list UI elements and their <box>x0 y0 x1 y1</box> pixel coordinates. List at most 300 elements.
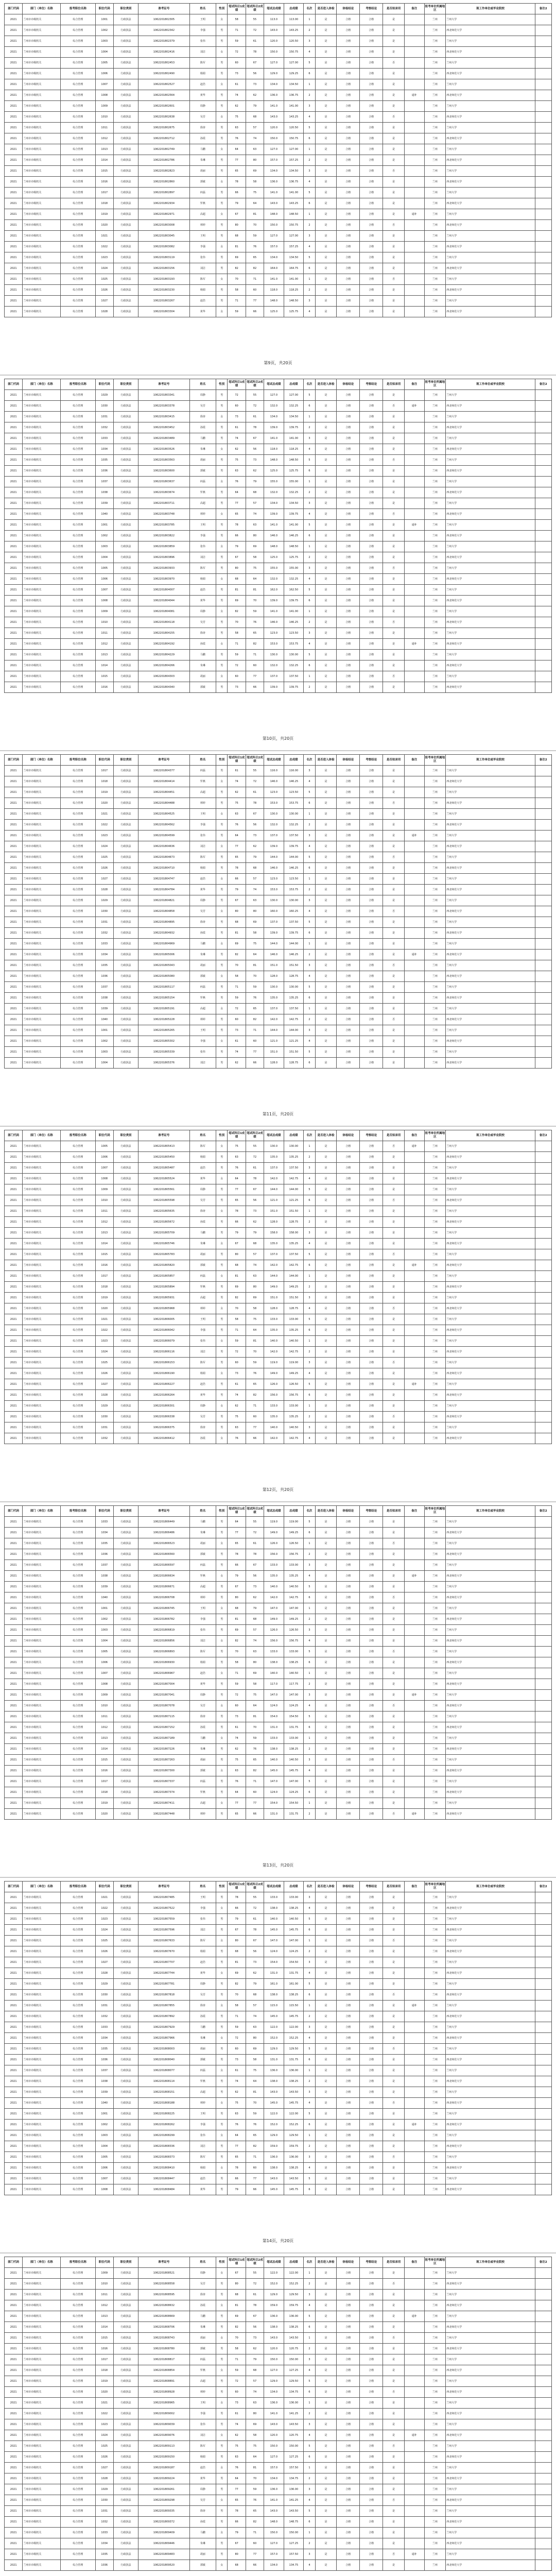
table-cell: 1031 <box>95 412 113 422</box>
table-cell: 兰州市市级机关 <box>23 2001 61 2011</box>
page-number: 第10页，共20页 <box>262 736 294 741</box>
table-row <box>5 1957 552 1968</box>
table-cell: 5 <box>304 2311 315 2322</box>
table-cell: 2 <box>304 2279 315 2290</box>
table-cell: 157.0 <box>264 2549 284 2560</box>
table-cell: 2021 <box>5 2174 23 2184</box>
table-cell: 1062201805302 <box>138 1036 190 1047</box>
table-cell: 2021 <box>5 2333 23 2344</box>
table-cell <box>405 1206 425 1217</box>
table-cell: 是 <box>315 296 337 307</box>
table-cell: 综合管理 <box>61 1036 95 1047</box>
table-cell: 是 <box>315 2022 337 2033</box>
table-cell: 是 <box>315 144 337 155</box>
table-cell <box>405 2344 425 2354</box>
table-cell: 80 <box>228 563 246 574</box>
table-cell: 兰州大学 <box>446 1025 535 1036</box>
table-cell: 兰州市市级机关 <box>23 1903 61 1914</box>
table-cell: 行政执法 <box>113 2055 138 2065</box>
table-cell <box>405 1390 425 1401</box>
table-cell: 69 <box>246 541 264 552</box>
table-cell: 综合管理 <box>61 1592 95 1603</box>
table-cell: 兰州 <box>424 101 446 112</box>
column-header: 部门代码 <box>5 379 23 390</box>
table-cell: 2021 <box>5 252 23 263</box>
table-cell: 152.0 <box>264 2033 284 2044</box>
table-cell: 西北师范大学 <box>446 307 535 317</box>
table-cell <box>535 1979 551 1990</box>
table-cell: 兰州 <box>424 2365 446 2376</box>
table-cell: 男 <box>216 2087 228 2098</box>
table-cell: 140.0 <box>264 1422 284 1433</box>
table-cell: 兰州市市级机关 <box>23 2322 61 2333</box>
table-cell <box>405 1711 425 1722</box>
table-cell: 是 <box>315 58 337 69</box>
table-cell: 2021 <box>5 2463 23 2473</box>
table-row <box>5 274 552 285</box>
table-row <box>5 1549 552 1560</box>
table-cell: 兰州大学 <box>446 1293 535 1303</box>
table-cell: 151.50 <box>284 960 304 971</box>
table-row <box>5 1036 552 1047</box>
table-cell: 递补 <box>405 2120 425 2130</box>
table-cell: 135.25 <box>284 1325 304 1336</box>
table-cell: 1 <box>304 874 315 885</box>
table-cell: 合格 <box>337 2098 360 2109</box>
table-cell: 是 <box>383 1657 405 1668</box>
table-cell: 1031 <box>95 917 113 928</box>
table-cell: 合格 <box>360 2120 383 2130</box>
table-cell: 合格 <box>360 939 383 950</box>
table-cell <box>535 2022 551 2033</box>
table-cell: 兰州大学 <box>446 1755 535 1766</box>
column-header: 笔试科目1成绩 <box>228 1130 246 1141</box>
table-cell: 兰州市市级机关 <box>23 2279 61 2290</box>
table-cell: 77 <box>228 1798 246 1809</box>
table-cell: 林婷 <box>189 1303 216 1314</box>
table-cell: 男 <box>216 2076 228 2087</box>
table-cell: 合格 <box>337 444 360 455</box>
table-cell: 144.00 <box>284 939 304 950</box>
table-cell: 132.0 <box>264 820 284 831</box>
table-cell: 1006 <box>95 1657 113 1668</box>
table-cell: 男 <box>216 2141 228 2152</box>
table-cell: 朱琳 <box>189 2033 216 2044</box>
table-cell: 1062201805265 <box>138 1025 190 1036</box>
table-cell: 113.00 <box>284 14 304 25</box>
table-cell: 1062201809372 <box>138 2517 190 2528</box>
table-cell: 56 <box>246 820 264 831</box>
table-cell: 合格 <box>337 2463 360 2473</box>
table-cell: 6 <box>304 993 315 1004</box>
table-cell: 1062201809187 <box>138 2463 190 2473</box>
table-cell: 2021 <box>5 1195 23 1206</box>
table-cell: 66 <box>246 1433 264 1444</box>
table-cell <box>405 1787 425 1798</box>
table-row <box>5 2365 552 2376</box>
table-cell: 1062201802823 <box>138 166 190 177</box>
table-row <box>5 1903 552 1914</box>
table-cell: 合格 <box>337 2033 360 2044</box>
table-cell <box>405 541 425 552</box>
table-cell <box>535 1014 551 1025</box>
table-cell: 西北师范大学 <box>446 155 535 166</box>
table-cell: 119.0 <box>264 1517 284 1528</box>
table-cell: 1062201806338 <box>138 1412 190 1422</box>
table-cell: 兰州 <box>424 1433 446 1444</box>
table-header-row <box>5 1130 552 1141</box>
table-cell: 2021 <box>5 982 23 993</box>
table-cell: 1062201807670 <box>138 1946 190 1957</box>
table-cell: 68 <box>228 1260 246 1271</box>
column-header: 性别 <box>216 1130 228 1141</box>
table-cell: 男 <box>216 455 228 466</box>
table-cell: 男 <box>216 220 228 231</box>
table-cell: 行政执法 <box>113 2506 138 2517</box>
table-cell: 140.50 <box>284 1668 304 1679</box>
table-cell <box>535 1282 551 1293</box>
table-cell: 143.0 <box>264 2506 284 2517</box>
table-cell: 164.0 <box>264 263 284 274</box>
column-header: 姓名 <box>189 755 216 766</box>
table-cell: 合格 <box>360 2109 383 2120</box>
table-cell: 1062201804525 <box>138 809 190 820</box>
table-cell: 综合管理 <box>61 401 95 412</box>
table-cell: 是 <box>383 14 405 25</box>
table-cell: 5 <box>304 1184 315 1195</box>
table-cell: 兰州市市级机关 <box>23 1036 61 1047</box>
table-cell: 陈军 <box>189 1936 216 1946</box>
table-cell: 兰州市市级机关 <box>23 906 61 917</box>
table-cell: 西北师范大学 <box>446 2184 535 2195</box>
table-cell: 1062201802490 <box>138 69 190 79</box>
table-cell: 合格 <box>337 917 360 928</box>
table-cell: 兰州大学 <box>446 1047 535 1058</box>
table-cell: 6 <box>304 1787 315 1798</box>
table-cell: 行政执法 <box>113 541 138 552</box>
table-cell: 143.0 <box>264 2333 284 2344</box>
table-cell: 合格 <box>360 841 383 852</box>
table-cell: 1002 <box>95 1614 113 1625</box>
table-cell: 1025 <box>95 1358 113 1368</box>
table-cell: 合格 <box>337 231 360 242</box>
column-header: 是否拟录用 <box>383 1130 405 1141</box>
table-cell: 行政执法 <box>113 776 138 787</box>
table-cell: 1062201808928 <box>138 2387 190 2398</box>
table-cell <box>535 1592 551 1603</box>
table-cell: 朱琳 <box>189 2322 216 2333</box>
table-cell: 行政执法 <box>113 1946 138 1957</box>
table-cell: 6 <box>304 1722 315 1733</box>
table-cell: 是 <box>315 1303 337 1314</box>
table-cell: 兰州 <box>424 90 446 101</box>
table-cell: 81 <box>228 1271 246 1282</box>
table-cell: 兰州 <box>424 1776 446 1787</box>
table-cell: 是 <box>315 263 337 274</box>
table-cell: 133.00 <box>284 1401 304 1412</box>
table-cell: 71 <box>246 650 264 660</box>
table-row <box>5 1433 552 1444</box>
table-cell: 行政执法 <box>113 422 138 433</box>
column-header: 是否进入体检 <box>315 4 337 14</box>
table-cell: 行政执法 <box>113 2076 138 2087</box>
table-cell: 西北师范大学 <box>446 1325 535 1336</box>
table-cell: 1062201807411 <box>138 1798 190 1809</box>
table-cell: 129.0 <box>264 69 284 79</box>
table-cell: 兰州市市级机关 <box>23 2441 61 2452</box>
table-cell: 行政执法 <box>113 2484 138 2495</box>
table-cell: 兰州 <box>424 1979 446 1990</box>
table-row <box>5 1271 552 1282</box>
table-cell: 兰州市市级机关 <box>23 2087 61 2098</box>
table-cell: 女 <box>216 606 228 617</box>
table-cell: 是 <box>315 1358 337 1368</box>
table-row <box>5 2120 552 2130</box>
table-cell: 78 <box>228 2506 246 2517</box>
table-cell: 2021 <box>5 2055 23 2065</box>
table-cell: 合格 <box>337 296 360 307</box>
table-cell: 女 <box>216 2268 228 2279</box>
table-cell: 4 <box>304 1968 315 1979</box>
table-cell: 合格 <box>337 1228 360 1239</box>
table-cell: 递补 <box>405 1141 425 1152</box>
table-cell <box>535 863 551 874</box>
table-row <box>5 1990 552 2001</box>
table-cell: 合格 <box>360 1892 383 1903</box>
table-cell: 兰州市市级机关 <box>23 1936 61 1946</box>
table-cell: 合格 <box>337 1422 360 1433</box>
table-cell: 124.25 <box>284 1946 304 1957</box>
table-cell: 是 <box>315 1614 337 1625</box>
table-cell <box>535 412 551 422</box>
table-row <box>5 1152 552 1163</box>
table-cell: 77 <box>228 1528 246 1538</box>
table-cell: 综合管理 <box>61 2001 95 2011</box>
table-cell: 是 <box>315 841 337 852</box>
page-number: 第14页，共20页 <box>262 2239 294 2243</box>
table-cell: 综合管理 <box>61 1914 95 1925</box>
table-cell: 合格 <box>360 1990 383 2001</box>
table-cell: 63 <box>228 123 246 133</box>
table-cell: 68 <box>228 231 246 242</box>
table-cell: 合格 <box>360 906 383 917</box>
table-cell: 递补 <box>405 209 425 220</box>
table-cell: 男 <box>216 1614 228 1625</box>
table-cell: 兰州市市级机关 <box>23 263 61 274</box>
table-cell: 是 <box>383 1368 405 1379</box>
table-cell: 2021 <box>5 1141 23 1152</box>
table-cell: 149.0 <box>264 1282 284 1293</box>
table-cell <box>535 520 551 531</box>
table-cell: 兰州市市级机关 <box>23 2044 61 2055</box>
table-cell: 2021 <box>5 285 23 296</box>
column-header: 是否进入体检 <box>315 379 337 390</box>
table-cell: 赵浩 <box>189 1379 216 1390</box>
table-cell: 1062201806449 <box>138 1517 190 1528</box>
table-cell: 合格 <box>337 1025 360 1036</box>
table-cell: 女 <box>216 971 228 982</box>
column-header: 性别 <box>216 2257 228 2268</box>
table-cell: 1062201805894 <box>138 1282 190 1293</box>
table-cell <box>405 2419 425 2430</box>
table-cell: 兰州 <box>424 993 446 1004</box>
table-cell: 兰州大学 <box>446 2311 535 2322</box>
table-cell: 西北师范大学 <box>446 531 535 541</box>
table-cell: 合格 <box>360 1271 383 1282</box>
table-cell: 兰州市市级机关 <box>23 2473 61 2484</box>
table-row <box>5 144 552 155</box>
table-cell: 兰州市市级机关 <box>23 274 61 285</box>
table-cell: 2021 <box>5 2001 23 2011</box>
table-cell <box>535 1538 551 1549</box>
table-cell: 合格 <box>337 628 360 639</box>
table-cell: 兰州市市级机关 <box>23 188 61 198</box>
table-cell: 58 <box>228 971 246 982</box>
table-cell: 2021 <box>5 2419 23 2430</box>
column-header: 部门代码 <box>5 1506 23 1517</box>
table-cell: 兰州市市级机关 <box>23 2033 61 2044</box>
table-cell: 132.25 <box>284 574 304 585</box>
table-cell: 西北师范大学 <box>446 2279 535 2290</box>
table-cell: 69 <box>228 939 246 950</box>
table-cell: 合格 <box>360 2419 383 2430</box>
table-cell: 1036 <box>95 466 113 477</box>
table-cell: 129.25 <box>284 69 304 79</box>
table-cell: 综合管理 <box>61 79 95 90</box>
column-header: 体检结论 <box>337 1506 360 1517</box>
table-cell: 兰州 <box>424 444 446 455</box>
table-cell: 147.00 <box>284 1776 304 1787</box>
table-cell: 3 <box>304 433 315 444</box>
table-cell: 1062201802416 <box>138 47 190 58</box>
table-cell <box>535 1293 551 1303</box>
table-cell: 兰州 <box>424 2011 446 2022</box>
table-cell: 是 <box>383 2290 405 2300</box>
table-cell: 1028 <box>95 307 113 317</box>
table-cell: 行政执法 <box>113 1990 138 2001</box>
table-cell: 68 <box>246 1614 264 1625</box>
table-cell: 朱琳 <box>189 660 216 671</box>
table-row <box>5 1733 552 1744</box>
table-cell: 行政执法 <box>113 1195 138 1206</box>
table-cell: 合格 <box>360 1358 383 1368</box>
table-cell: 否 <box>383 2387 405 2398</box>
table-cell: 合格 <box>360 1914 383 1925</box>
table-cell: 是 <box>383 1968 405 1979</box>
table-cell: 是 <box>383 2430 405 2441</box>
table-cell: 是 <box>315 2538 337 2549</box>
table-cell <box>405 1538 425 1549</box>
table-cell: 行政执法 <box>113 1249 138 1260</box>
table-cell: 70 <box>246 596 264 606</box>
table-cell: 女 <box>216 1936 228 1946</box>
table-cell: 71 <box>228 25 246 36</box>
table-row <box>5 79 552 90</box>
table-cell: 1028 <box>95 885 113 895</box>
table-cell: 综合管理 <box>61 509 95 520</box>
table-cell: 1062201809483 <box>138 2549 190 2560</box>
table-cell: 126.50 <box>284 1538 304 1549</box>
column-header: 报考单位所属地区 <box>424 1130 446 1141</box>
table-cell: 1025 <box>95 2441 113 2452</box>
table-cell: 65 <box>246 628 264 639</box>
table-cell: 兰州 <box>424 2279 446 2290</box>
table-cell: 吴芳 <box>189 906 216 917</box>
table-cell: 2021 <box>5 1722 23 1733</box>
table-cell: 61 <box>246 787 264 798</box>
table-cell: 女 <box>216 1303 228 1314</box>
table-cell: 兰州 <box>424 1787 446 1798</box>
table-cell: 否 <box>383 58 405 69</box>
table-cell: 1038 <box>95 993 113 1004</box>
table-cell: 113.0 <box>264 14 284 25</box>
table-cell: 合格 <box>360 1679 383 1690</box>
table-cell: 兰州市市级机关 <box>23 928 61 939</box>
table-cell: 是 <box>315 2001 337 2011</box>
table-cell: 胡丽 <box>189 2044 216 2055</box>
table-cell: 138.0 <box>264 1744 284 1755</box>
table-cell: 1022 <box>95 1325 113 1336</box>
table-cell: 马鹏 <box>189 2311 216 2322</box>
table-cell: 80 <box>228 906 246 917</box>
table-cell: 合格 <box>360 307 383 317</box>
table-cell: 78 <box>246 2300 264 2311</box>
table-cell: 是 <box>383 1325 405 1336</box>
table-cell <box>405 1293 425 1303</box>
table-cell: 综合管理 <box>61 1141 95 1152</box>
table-cell <box>405 2473 425 2484</box>
table-row <box>5 798 552 809</box>
table-cell: 128.75 <box>284 1303 304 1314</box>
table-cell: 122.0 <box>264 2022 284 2033</box>
table-cell: 兰州 <box>424 1914 446 1925</box>
table-cell: 兰州 <box>424 2430 446 2441</box>
table-cell: 2021 <box>5 112 23 123</box>
table-cell: 2 <box>304 682 315 693</box>
column-header: 备注2 <box>535 4 551 14</box>
table-cell: 兰州 <box>424 574 446 585</box>
table-cell: 陈军 <box>189 852 216 863</box>
table-cell <box>405 2409 425 2419</box>
column-header: 备注 <box>405 1506 425 1517</box>
table-cell: 1062201803156 <box>138 263 190 274</box>
table-cell <box>405 1744 425 1755</box>
table-cell: 兰州市市级机关 <box>23 47 61 58</box>
table-cell: 合格 <box>337 285 360 296</box>
table-cell <box>405 982 425 993</box>
table-cell: 西北师范大学 <box>446 487 535 498</box>
table-cell: 2021 <box>5 1603 23 1614</box>
table-row <box>5 401 552 412</box>
table-cell: 赵浩 <box>189 585 216 596</box>
table-cell: 136.0 <box>264 2484 284 2495</box>
table-cell: 64 <box>228 1787 246 1798</box>
table-cell: 是 <box>315 1701 337 1711</box>
table-cell: 2021 <box>5 1582 23 1592</box>
table-cell <box>405 650 425 660</box>
column-header: 报考职位名称 <box>61 1506 95 1517</box>
table-cell: 6 <box>304 863 315 874</box>
table-cell: 2021 <box>5 541 23 552</box>
table-cell: 2 <box>304 1679 315 1690</box>
table-cell: 143.0 <box>264 2174 284 2184</box>
table-cell: 兰州 <box>424 617 446 628</box>
table-cell: 1032 <box>95 2517 113 2528</box>
table-cell: 西北师范大学 <box>446 1058 535 1069</box>
table-cell: 是 <box>315 776 337 787</box>
table-cell: 6 <box>304 1990 315 2001</box>
table-row <box>5 263 552 274</box>
